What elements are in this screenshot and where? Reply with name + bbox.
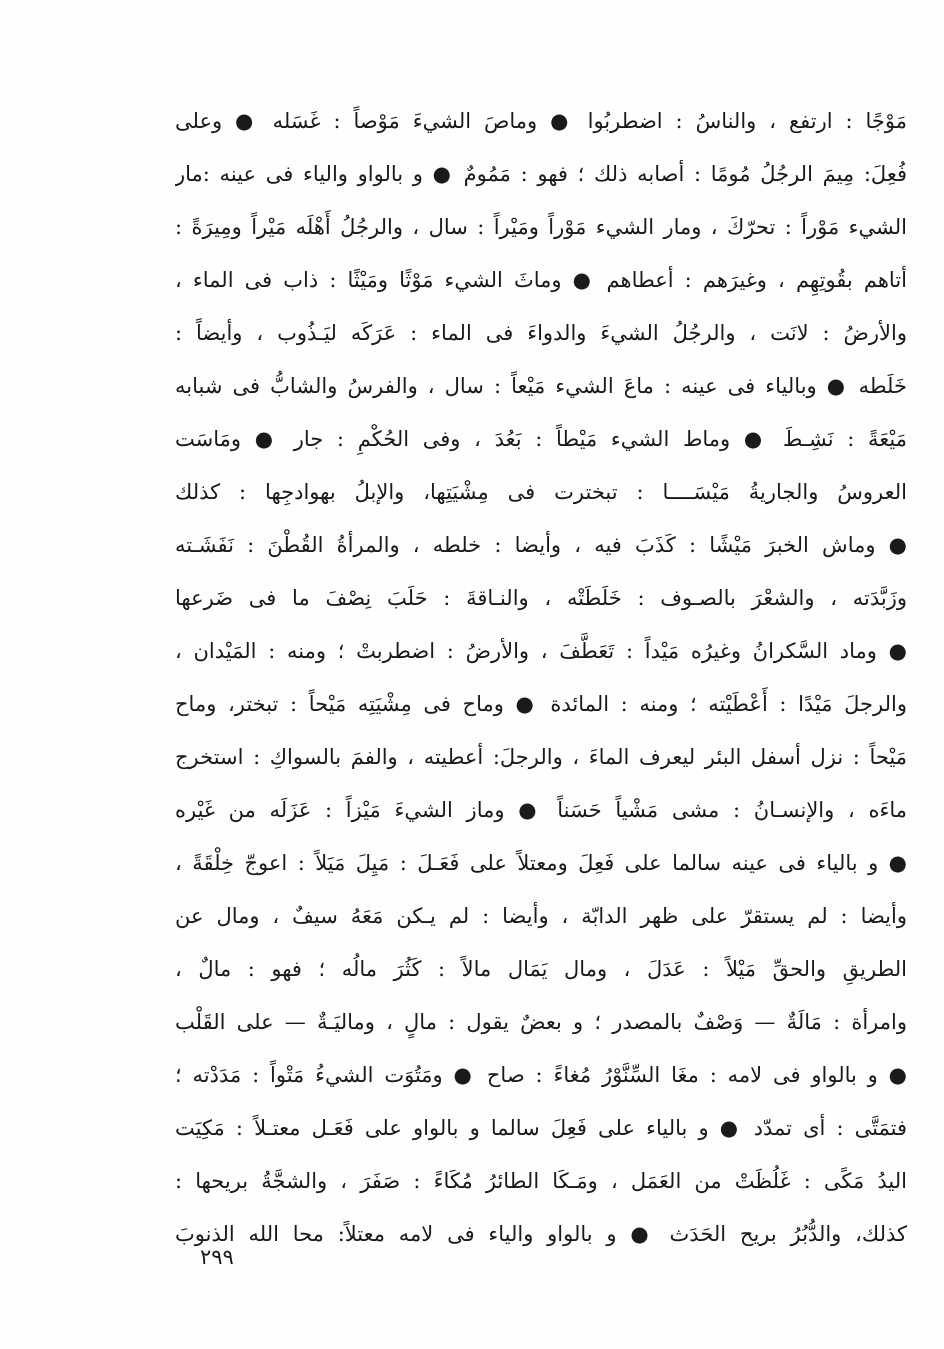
- text-line: فتمَتَّى : أى تمدّد ● و بالياء على فَعِلَ سالما و بالواو على فَعَـل معتـلاً : مَكِيَت: [175, 1116, 907, 1140]
- text-line: والأرضُ : لانَت ، والرجُلُ الشيءَ والدواءَ فى الماء : عَرَكَه ليَـذُوب ، وأيضاً :: [175, 321, 907, 345]
- text-line: وزَبَّدَته ، والشعْرَ بالصـوف : خَلَطَتْه ، والنـاقةَ : حَلَبَ نِصْفَ ما فى ضَرعها: [175, 586, 907, 610]
- text-line: ماءَه ، والإنسـانُ : مشى مَشْياً حَسَناً ● وماز الشيءَ مَيْزاً : عَزَلَه من غَيْره: [175, 798, 907, 822]
- text-line: فُعِلَ: مِيمَ الرجُلُ مُومًا : أصابه ذلك ؛ فهو : مَمُومٌ ● و بالواو والياء فى عينه :مار: [175, 162, 907, 186]
- text-line: الطريقِ والحقِّ مَيْلاً : عَدَلَ ، ومال يَمَال مالاً : كَثُرَ مالُه ؛ فهو : مالٌ ،: [175, 957, 907, 981]
- text-line: ● وماد السَّكرانُ وغيرُه مَيْداً : تَعَطَّفَ ، والأرضُ : اضطربتْ ؛ ومنه : المَيْدان ،: [175, 639, 907, 663]
- text-line: وامرأة : مَالَةٌ — وَصْفٌ بالمصدر ؛ و بعضٌ يقول : مالٍ ، وماليَـةٌ — على القَلْب: [175, 1010, 907, 1034]
- page-number: ٢٩٩: [200, 1245, 234, 1269]
- text-line: أتاهم بقُوتِهِم ، وغيرَهم : أعطاهم ● وماثَ الشيء مَوْثًا ومَيْثًا : ذاب فى الماء ،: [175, 268, 907, 292]
- text-line: ● وماش الخبرَ مَيْشًا : كَذَبَ فيه ، وأيضا : خلطه ، والمرأةُ القُطْنَ : نَفَشَـته: [175, 533, 907, 557]
- text-line: وأيضا : لم يستقرّ على ظهر الدابّة ، وأيضا : لم يـكن مَعَهُ سيفٌ ، ومال عن: [175, 904, 907, 928]
- text-line: ● و بالياء فى عينه سالما على فَعِلَ ومعتلاً على فَعَـلَ : مَيِلَ مَيَلاً : اعوجّ خِلْقَةً ،: [175, 851, 907, 875]
- text-line: والرجلَ مَيْدًا : أَعْطَيْته ؛ ومنه : المائدة ● وماح فى مِشْيَتِه مَيْحاً : تبختر، وماح: [175, 692, 907, 716]
- text-line: العروسُ والجاريةُ مَيْسَــــا : تبخترت فى مِشْيَتِها، والإبلُ بهوادجِها : كذلك: [175, 480, 907, 504]
- text-line: كذلك، والدُّبُرُ بريح الحَدَث ● و بالواو والياء فى لامه معتلاً: محا الله الذنوبَ: [175, 1222, 907, 1246]
- text-line: الشيء مَوْراً : تحرّكَ ، ومار الشيء مَوْراً ومَيْراً : سال ، والرجُلُ أَهْلَه مَيْراً ومِيرَةً :: [175, 215, 907, 239]
- text-line: مَيْعَةً : نَشِـطَ ● وماط الشيء مَيْطاً : بَعُدَ ، وفى الحُكْمِ : جار ● ومَاسَت: [175, 427, 907, 451]
- text-line: خَلَطه ● وبالياء فى عينه : ماعَ الشيء مَيْعاً : سال ، والفرسُ والشابُّ فى شبابه: [175, 374, 907, 398]
- body-text: [175, 95, 907, 1261]
- text-line: مَوْجًا : ارتفع ، والناسُ : اضطربُوا ● وماصَ الشيءَ مَوْصاً : غَسَله ● وعلى: [175, 109, 907, 133]
- text-line: اليدُ مَكًى : غَلُظَتْ من العَمَل ، ومَـكَا الطائرُ مُكَاءً : صَفَرَ ، والشجَّةُ بريحها :: [175, 1169, 907, 1193]
- text-line: ● و بالواو فى لامه : مغَا السِّنَّوْرُ مُغاءً : صاح ● ومَتُوَت الشيءُ مَتْواً : مَدَدْته ؛: [175, 1063, 907, 1087]
- text-line: مَيْحاً : نزل أسفل البئر ليعرف الماءَ ، والرجلَ: أعطيته ، والفمَ بالسواكِ : استخرج: [175, 745, 907, 769]
